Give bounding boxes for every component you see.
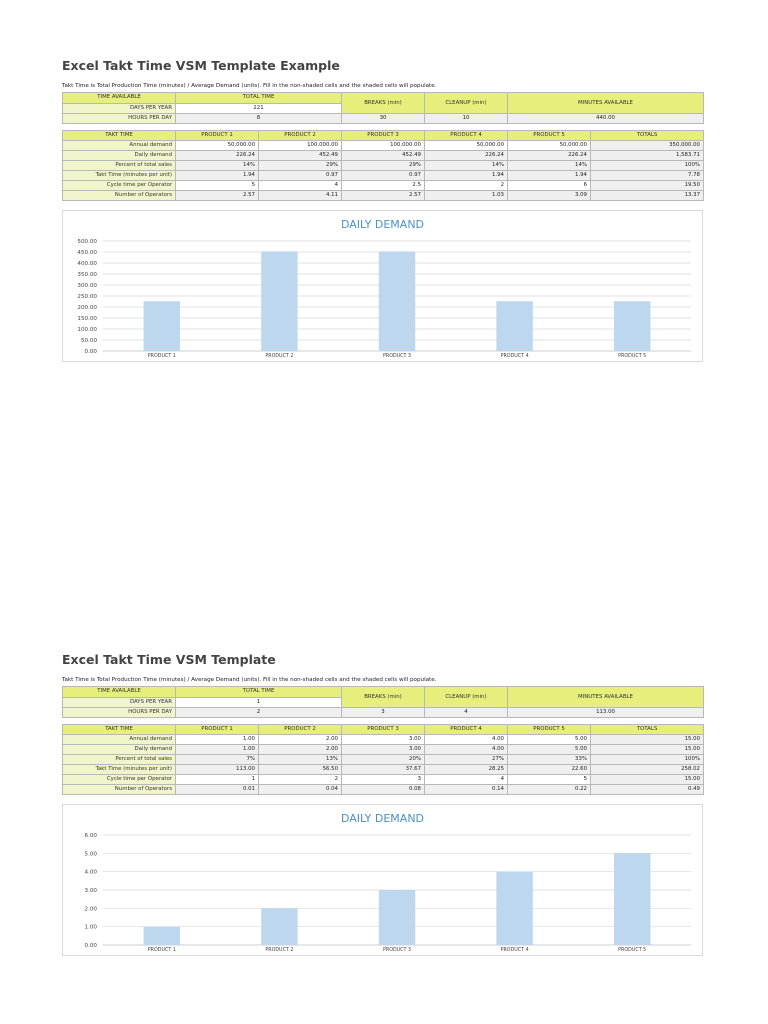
section-title: Excel Takt Time VSM Template Example: [62, 58, 340, 73]
annual-demand-cell[interactable]: 3.00: [342, 735, 425, 745]
bar: [261, 908, 297, 945]
product-1-header: PRODUCT 1: [176, 725, 259, 735]
daily-demand-chart-svg: [63, 211, 702, 361]
row-label: Percent of total sales: [63, 755, 176, 765]
bar: [614, 853, 650, 945]
product-3-header: PRODUCT 3: [342, 131, 425, 141]
takt-time-cell: 113.00: [176, 765, 259, 775]
operators-cell: 4.11: [259, 191, 342, 201]
daily-demand-cell: 4.00: [425, 745, 508, 755]
totals-header: TOTALS: [591, 131, 704, 141]
hours-per-day-label: HOURS PER DAY: [63, 708, 176, 718]
x-tick-label: PRODUCT 4: [500, 354, 529, 359]
x-tick-label: PRODUCT 1: [147, 948, 176, 953]
takt-time-header: TAKT TIME: [63, 725, 176, 735]
y-tick-label: 4.00: [84, 869, 97, 876]
product-3-header: PRODUCT 3: [342, 725, 425, 735]
takt-time-table: [62, 130, 704, 201]
product-1-header: PRODUCT 1: [176, 131, 259, 141]
row-label: Annual demand: [63, 735, 176, 745]
daily-demand-cell: 226.24: [508, 151, 591, 161]
y-tick-label: 1.00: [84, 924, 97, 931]
annual-demand-cell[interactable]: 50,000.00: [425, 141, 508, 151]
total-cell: 1,583.71: [591, 151, 704, 161]
time-available-header: TIME AVAILABLE: [63, 687, 176, 698]
x-tick-label: PRODUCT 2: [265, 354, 294, 359]
daily-demand-cell: 452.49: [259, 151, 342, 161]
total-cell: 7.78: [591, 171, 704, 181]
table-row: [63, 755, 704, 765]
annual-demand-cell[interactable]: 100,000.00: [342, 141, 425, 151]
annual-demand-cell[interactable]: 2.00: [259, 735, 342, 745]
product-5-header: PRODUCT 5: [508, 725, 591, 735]
percent-sales-cell: 7%: [176, 755, 259, 765]
bar: [261, 251, 297, 351]
cycle-time-cell[interactable]: 4: [259, 181, 342, 191]
operators-cell: 0.04: [259, 785, 342, 795]
percent-sales-cell: 20%: [342, 755, 425, 765]
hours-per-day-input[interactable]: 2: [176, 708, 342, 718]
cycle-time-cell[interactable]: 5: [508, 775, 591, 785]
annual-demand-cell[interactable]: 5.00: [508, 735, 591, 745]
x-tick-label: PRODUCT 2: [265, 948, 294, 953]
takt-time-cell: 1.94: [425, 171, 508, 181]
takt-time-cell: 56.50: [259, 765, 342, 775]
product-2-header: PRODUCT 2: [259, 725, 342, 735]
minutes-available-value: 440.00: [508, 114, 704, 124]
x-tick-label: PRODUCT 3: [382, 948, 412, 953]
takt-time-cell: 37.67: [342, 765, 425, 775]
row-label: Cycle time per Operator: [63, 181, 176, 191]
table-row: [63, 171, 704, 181]
cycle-time-cell[interactable]: 5: [176, 181, 259, 191]
row-label: Percent of total sales: [63, 161, 176, 171]
percent-sales-cell: 33%: [508, 755, 591, 765]
row-label: Number of Operators: [63, 191, 176, 201]
total-cell: 15.00: [591, 745, 704, 755]
bar: [379, 251, 415, 351]
cleanup-input[interactable]: 10: [425, 114, 508, 124]
x-tick-label: PRODUCT 5: [618, 948, 647, 953]
daily-demand-cell: 452.49: [342, 151, 425, 161]
days-per-year-label: DAYS PER YEAR: [63, 103, 176, 114]
y-tick-label: 200.00: [77, 305, 97, 311]
takt-time-cell: 1.94: [508, 171, 591, 181]
bar: [496, 872, 532, 945]
days-per-year-input[interactable]: 221: [176, 103, 342, 114]
percent-sales-cell: 27%: [425, 755, 508, 765]
cleanup-input[interactable]: 4: [425, 708, 508, 718]
x-tick-label: PRODUCT 1: [147, 354, 176, 359]
y-tick-label: 0.00: [84, 943, 97, 949]
daily-demand-cell: 5.00: [508, 745, 591, 755]
instructions-text: Takt Time is Total Production Time (minutes) / Average Demand (units). Fill in the non-shaded cells and the shaded cells will populate.: [62, 677, 437, 683]
hours-per-day-label: HOURS PER DAY: [63, 114, 176, 124]
operators-cell: 0.08: [342, 785, 425, 795]
takt-time-cell: 0.97: [259, 171, 342, 181]
operators-cell: 0.14: [425, 785, 508, 795]
percent-sales-cell: 29%: [342, 161, 425, 171]
daily-demand-cell: 3.00: [342, 745, 425, 755]
breaks-header: BREAKS (min): [342, 93, 425, 114]
operators-cell: 2.57: [176, 191, 259, 201]
template-section: [62, 651, 703, 956]
table-row: [63, 785, 704, 795]
total-cell: 350,000.00: [591, 141, 704, 151]
annual-demand-cell[interactable]: 50,000.00: [508, 141, 591, 151]
table-row: [63, 161, 704, 171]
bar: [144, 301, 180, 351]
section-title: Excel Takt Time VSM Template: [62, 652, 276, 667]
breaks-input[interactable]: 30: [342, 114, 425, 124]
bar: [614, 301, 650, 351]
y-tick-label: 3.00: [84, 888, 97, 894]
table-row: [63, 765, 704, 775]
operators-cell: 0.22: [508, 785, 591, 795]
x-tick-label: PRODUCT 4: [500, 948, 529, 953]
cycle-time-cell[interactable]: 3: [342, 775, 425, 785]
breaks-input[interactable]: 3: [342, 708, 425, 718]
total-cell: 0.49: [591, 785, 704, 795]
cycle-time-cell[interactable]: 6: [508, 181, 591, 191]
percent-sales-cell: 13%: [259, 755, 342, 765]
total-cell: 258.02: [591, 765, 704, 775]
percent-sales-cell: 14%: [425, 161, 508, 171]
row-label: Takt Time (minutes per unit): [63, 171, 176, 181]
y-tick-label: 450.00: [77, 250, 97, 256]
minutes-available-value: 113.00: [508, 708, 704, 718]
table-row: [63, 181, 704, 191]
table-row: [63, 775, 704, 785]
annual-demand-cell[interactable]: 50,000.00: [176, 141, 259, 151]
time-available-table: [62, 686, 704, 718]
daily-demand-chart-svg: [63, 805, 702, 955]
percent-sales-cell: 14%: [508, 161, 591, 171]
operators-cell: 0.01: [176, 785, 259, 795]
operators-cell: 2.57: [342, 191, 425, 201]
product-5-header: PRODUCT 5: [508, 131, 591, 141]
days-per-year-input[interactable]: 1: [176, 697, 342, 708]
instructions-text: Takt Time is Total Production Time (minutes) / Average Demand (units). Fill in the non-shaded cells and the shaded cells will populate.: [62, 83, 437, 89]
row-label: Takt Time (minutes per unit): [63, 765, 176, 775]
cycle-time-cell[interactable]: 2: [425, 181, 508, 191]
y-tick-label: 5.00: [84, 851, 97, 858]
totals-header: TOTALS: [591, 725, 704, 735]
row-label: Daily demand: [63, 745, 176, 755]
bar: [496, 301, 532, 351]
takt-time-cell: 22.60: [508, 765, 591, 775]
table-row: [63, 191, 704, 201]
percent-sales-cell: 29%: [259, 161, 342, 171]
product-2-header: PRODUCT 2: [259, 131, 342, 141]
annual-demand-cell[interactable]: 100,000.00: [259, 141, 342, 151]
annual-demand-cell[interactable]: 4.00: [425, 735, 508, 745]
x-tick-label: PRODUCT 3: [382, 354, 412, 359]
takt-time-header: TAKT TIME: [63, 131, 176, 141]
y-tick-label: 6.00: [84, 833, 97, 839]
percent-sales-cell: 14%: [176, 161, 259, 171]
hours-per-day-input[interactable]: 8: [176, 114, 342, 124]
daily-demand-cell: 226.24: [425, 151, 508, 161]
product-4-header: PRODUCT 4: [425, 131, 508, 141]
daily-demand-chart: [62, 804, 703, 956]
total-time-header: TOTAL TIME: [176, 93, 342, 104]
chart-title: DAILY DEMAND: [340, 812, 425, 825]
daily-demand-cell: 2.00: [259, 745, 342, 755]
takt-header-row: [63, 725, 704, 735]
takt-time-cell: 28.25: [425, 765, 508, 775]
cycle-time-cell[interactable]: 2: [259, 775, 342, 785]
minutes-available-header: MINUTES AVAILABLE: [508, 93, 704, 114]
takt-time-table: [62, 724, 704, 795]
minutes-available-header: MINUTES AVAILABLE: [508, 687, 704, 708]
total-cell: 100%: [591, 755, 704, 765]
product-4-header: PRODUCT 4: [425, 725, 508, 735]
breaks-header: BREAKS (min): [342, 687, 425, 708]
y-tick-label: 300.00: [77, 283, 97, 289]
x-tick-label: PRODUCT 5: [618, 354, 647, 359]
y-tick-label: 250.00: [77, 294, 97, 300]
row-label: Daily demand: [63, 151, 176, 161]
daily-demand-chart: [62, 210, 703, 362]
annual-demand-cell[interactable]: 1.00: [176, 735, 259, 745]
cleanup-header: CLEANUP (min): [425, 93, 508, 114]
y-tick-label: 500.00: [77, 239, 97, 245]
y-tick-label: 50.00: [80, 338, 97, 344]
y-tick-label: 350.00: [77, 272, 97, 278]
y-tick-label: 400.00: [77, 261, 97, 267]
takt-time-cell: 1.94: [176, 171, 259, 181]
template-example-section: [62, 57, 703, 362]
cycle-time-cell[interactable]: 1: [176, 775, 259, 785]
table-row: [63, 151, 704, 161]
time-available-table: [62, 92, 704, 124]
daily-demand-cell: 1.00: [176, 745, 259, 755]
takt-time-cell: 0.97: [342, 171, 425, 181]
daily-demand-cell: 226.24: [176, 151, 259, 161]
total-cell: 13.37: [591, 191, 704, 201]
row-label: Cycle time per Operator: [63, 775, 176, 785]
operators-cell: 3.09: [508, 191, 591, 201]
time-available-header: TIME AVAILABLE: [63, 93, 176, 104]
chart-title: DAILY DEMAND: [340, 218, 425, 231]
row-label: Annual demand: [63, 141, 176, 151]
row-label: Number of Operators: [63, 785, 176, 795]
takt-header-row: [63, 131, 704, 141]
total-cell: 100%: [591, 161, 704, 171]
cycle-time-cell[interactable]: 2.5: [342, 181, 425, 191]
y-tick-label: 150.00: [77, 316, 97, 322]
total-cell: 15.00: [591, 775, 704, 785]
operators-cell: 1.03: [425, 191, 508, 201]
bar: [379, 890, 415, 945]
days-per-year-label: DAYS PER YEAR: [63, 697, 176, 708]
y-tick-label: 2.00: [84, 906, 97, 913]
table-row: [63, 735, 704, 745]
bar: [144, 927, 180, 945]
total-cell: 15.00: [591, 735, 704, 745]
y-tick-label: 100.00: [77, 327, 97, 333]
y-tick-label: 0.00: [84, 349, 97, 355]
table-row: [63, 141, 704, 151]
cleanup-header: CLEANUP (min): [425, 687, 508, 708]
table-row: [63, 745, 704, 755]
cycle-time-cell[interactable]: 4: [425, 775, 508, 785]
total-cell: 19.50: [591, 181, 704, 191]
total-time-header: TOTAL TIME: [176, 687, 342, 698]
